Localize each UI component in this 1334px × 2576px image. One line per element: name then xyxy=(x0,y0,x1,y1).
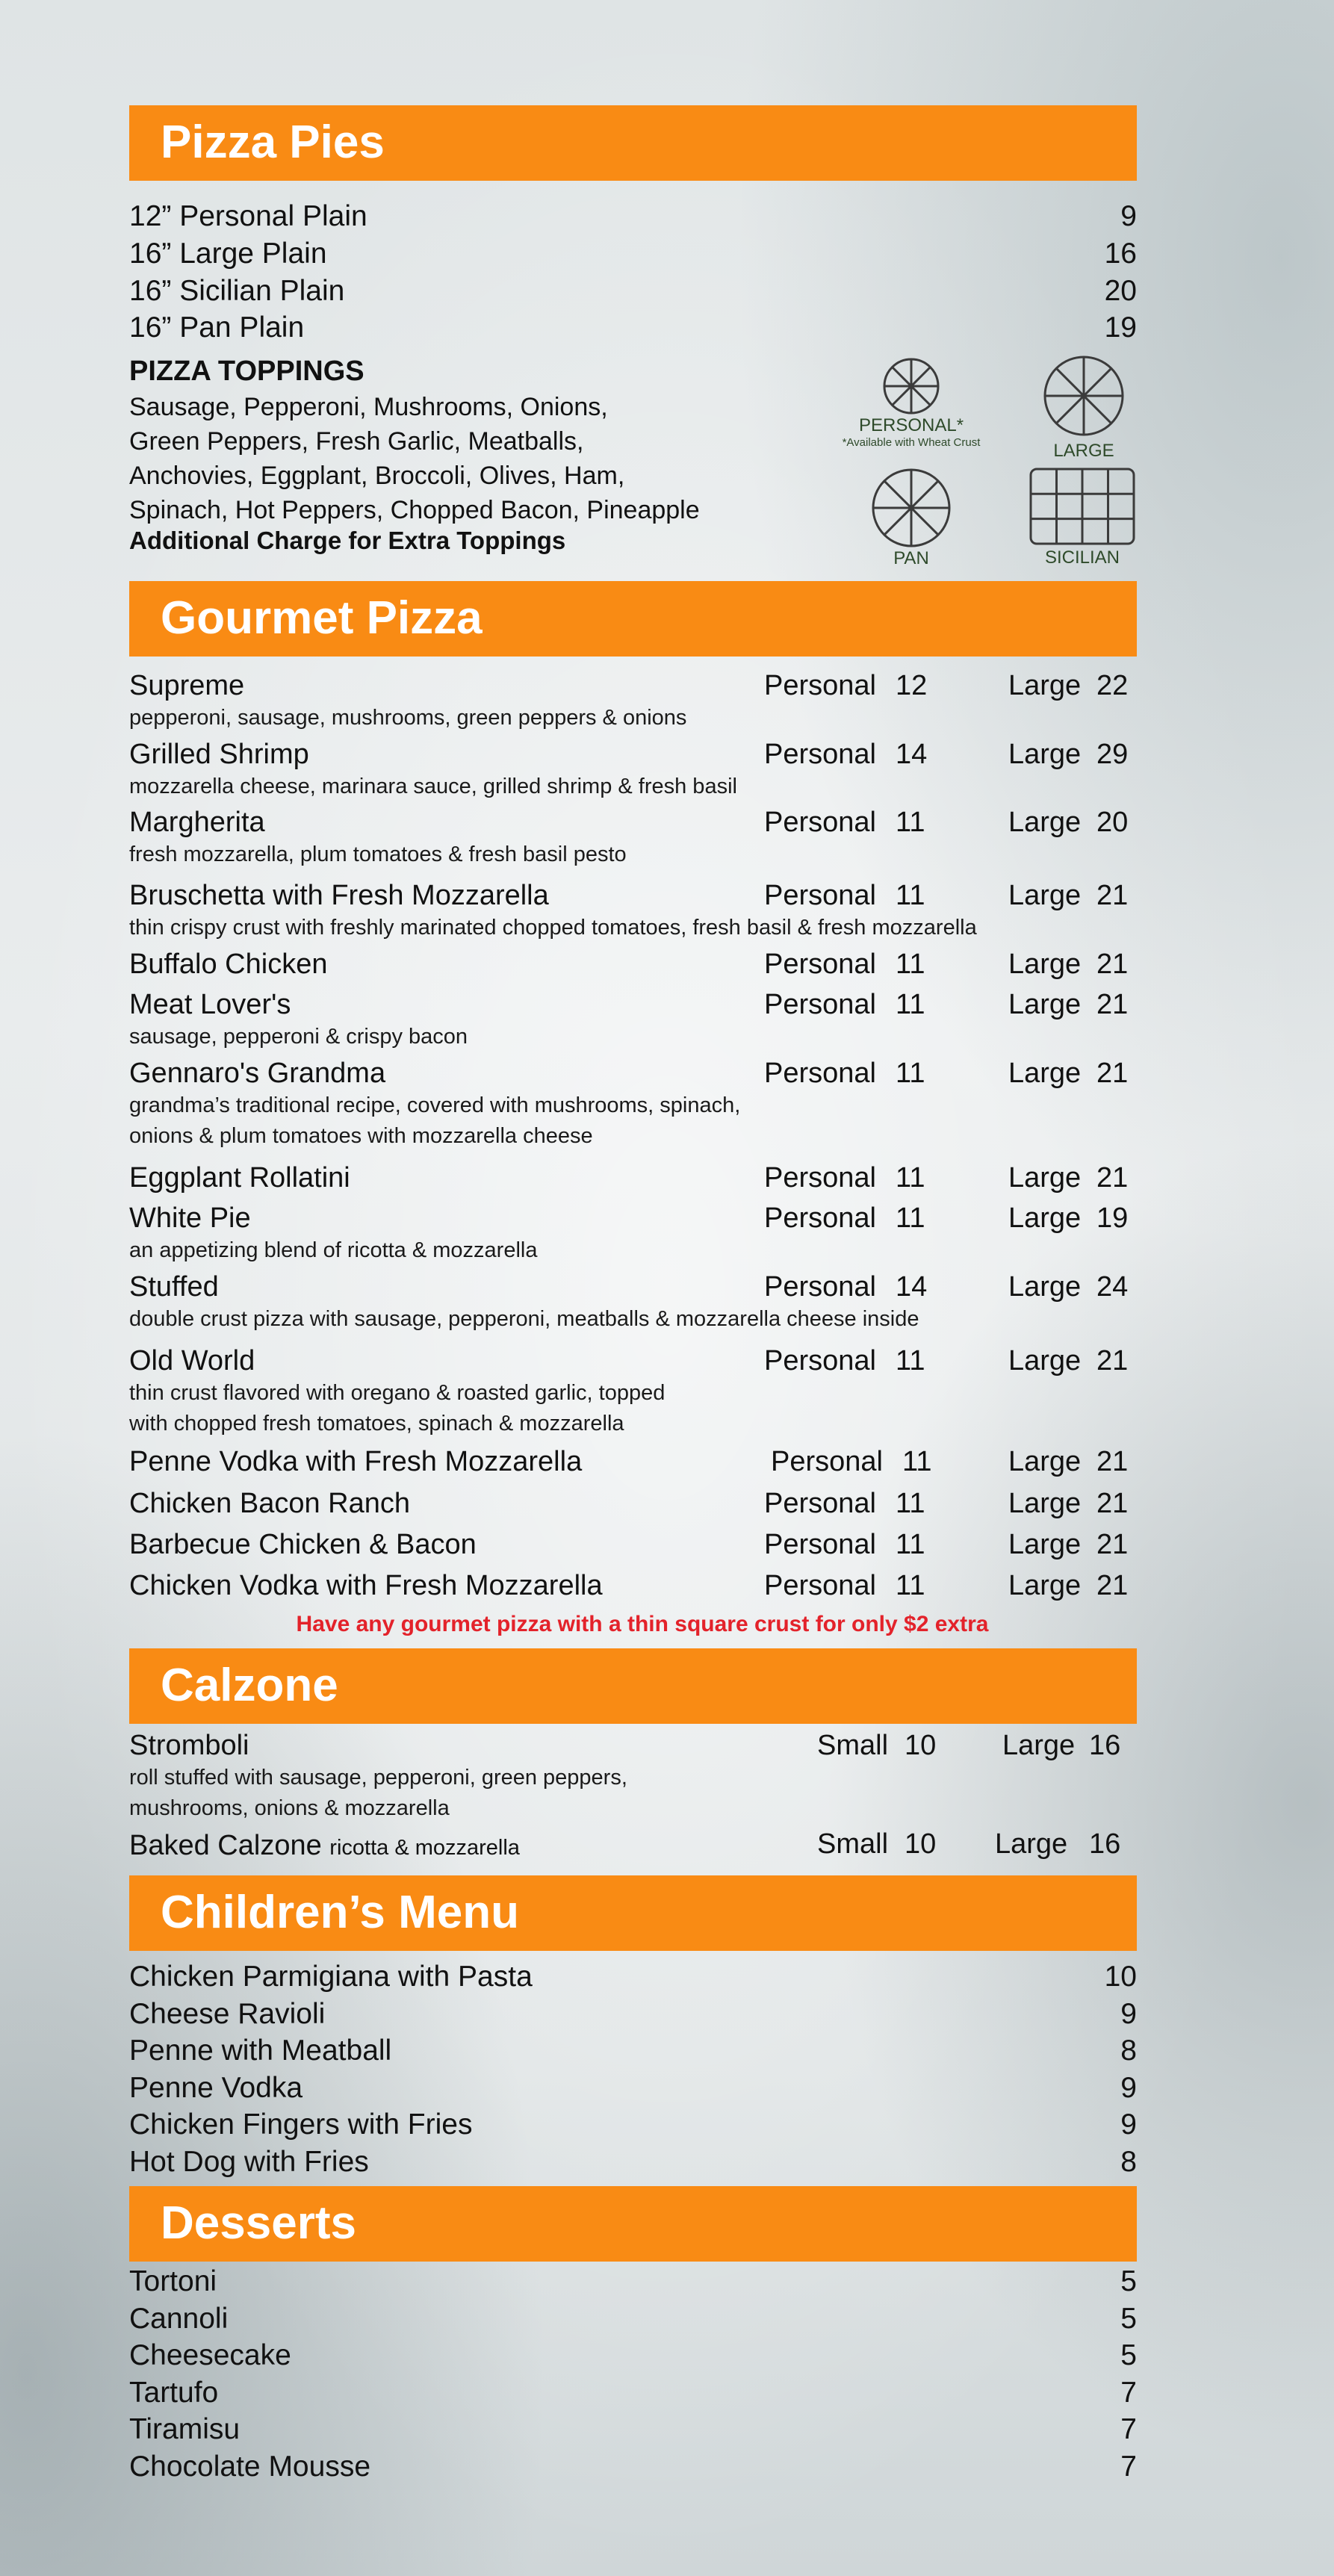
menu-item-name: Penne Vodka with Fresh Mozzarella xyxy=(129,1446,583,1477)
personal-label: Personal xyxy=(764,670,876,701)
item-description: thin crust flavored with oregano & roasted garlic, topped xyxy=(129,1381,666,1405)
sicilian-icon-label: SICILIAN xyxy=(1044,547,1120,568)
menu-item-name: Margherita xyxy=(129,807,265,838)
item-description: an appetizing blend of ricotta & mozzarella xyxy=(129,1238,538,1262)
item-name: Chocolate Mousse xyxy=(129,2450,371,2483)
item-price: 9 xyxy=(1120,200,1137,232)
toppings-line: Sausage, Pepperoni, Mushrooms, Onions, xyxy=(129,393,608,421)
item-name: Cheese Ravioli xyxy=(129,1997,326,2030)
personal-price: 11 xyxy=(896,1345,925,1377)
toppings-line: Anchovies, Eggplant, Broccoli, Olives, Ham, xyxy=(129,462,625,490)
item-price: 9 xyxy=(1120,2071,1137,2104)
personal-price: 14 xyxy=(896,1271,928,1303)
item-description: double crust pizza with sausage, pepperoni, meatballs & mozzarella cheese inside xyxy=(129,1307,919,1331)
personal-label: Personal xyxy=(764,989,876,1020)
item-price: 20 xyxy=(1104,275,1137,307)
desserts-header xyxy=(129,2186,1137,2262)
menu-item-name: Bruschetta with Fresh Mozzarella xyxy=(129,880,549,911)
personal-price: 12 xyxy=(896,670,928,701)
personal-label: Personal xyxy=(764,1058,876,1089)
large-price: 24 xyxy=(1096,1271,1129,1303)
item-price: 7 xyxy=(1120,2376,1137,2409)
item-price: 9 xyxy=(1120,1997,1137,2030)
personal-label: Personal xyxy=(764,1345,876,1377)
menu-item-name: Old World xyxy=(129,1345,255,1377)
large-price: 29 xyxy=(1096,739,1129,770)
menu-item-name: Gennaro's Grandma xyxy=(129,1058,386,1089)
large-price: 21 xyxy=(1096,1570,1129,1601)
item-description: grandma’s traditional recipe, covered with mushrooms, spinach, xyxy=(129,1093,741,1117)
item-name: 16” Large Plain xyxy=(129,238,327,270)
large-price: 20 xyxy=(1096,807,1129,838)
personal-label: Personal xyxy=(764,880,876,911)
large-label: Large xyxy=(1008,1345,1082,1377)
item-name: Hot Dog with Fries xyxy=(129,2145,369,2178)
item-inline-description: ricotta & mozzarella xyxy=(329,1836,520,1860)
item-price: 9 xyxy=(1120,2108,1137,2141)
item-price: 10 xyxy=(1104,1961,1137,1993)
additional-charge-note: Additional Charge for Extra Toppings xyxy=(129,527,566,554)
item-name: Chicken Fingers with Fries xyxy=(129,2108,473,2141)
toppings-line: Green Peppers, Fresh Garlic, Meatballs, xyxy=(129,427,584,456)
large-price: 21 xyxy=(1096,1529,1129,1560)
pan-pizza-icon xyxy=(870,467,952,549)
item-description: onions & plum tomatoes with mozzarella cheese xyxy=(129,1124,593,1148)
personal-label: Personal xyxy=(764,1202,876,1234)
personal-label: Personal xyxy=(771,1446,883,1477)
item-description: mozzarella cheese, marinara sauce, grilled shrimp & fresh basil xyxy=(129,775,737,798)
item-name: Cheesecake xyxy=(129,2339,291,2371)
small-price: 10 xyxy=(905,1828,937,1860)
large-label: Large xyxy=(1008,880,1082,911)
large-label: Large xyxy=(1008,1529,1082,1560)
pizza-pies-title: Pizza Pies xyxy=(161,116,385,168)
item-description: pepperoni, sausage, mushrooms, green peppers & onions xyxy=(129,706,687,730)
personal-label: Personal xyxy=(764,1570,876,1601)
personal-price: 11 xyxy=(896,1570,925,1601)
personal-pizza-icon xyxy=(881,356,941,416)
large-label: Large xyxy=(995,1828,1068,1860)
large-label: Large xyxy=(1008,1570,1082,1601)
large-label: Large xyxy=(1008,1162,1082,1194)
item-name: Tiramisu xyxy=(129,2413,241,2445)
item-price: 19 xyxy=(1104,311,1137,344)
item-description: with chopped fresh tomatoes, spinach & mozzarella xyxy=(129,1412,624,1436)
large-label: Large xyxy=(1008,1271,1082,1303)
large-price: 21 xyxy=(1096,1446,1129,1477)
large-pizza-icon xyxy=(1042,354,1126,438)
item-price: 7 xyxy=(1120,2450,1137,2483)
large-icon-label: LARGE xyxy=(1053,441,1114,461)
menu-item-name: Stuffed xyxy=(129,1271,219,1303)
large-price: 21 xyxy=(1096,989,1129,1020)
menu-item xyxy=(129,1831,520,1860)
large-label: Large xyxy=(1008,739,1082,770)
menu-item-name: Eggplant Rollatini xyxy=(129,1162,350,1194)
large-label: Large xyxy=(1008,1058,1082,1089)
item-price: 8 xyxy=(1120,2035,1137,2067)
large-price: 16 xyxy=(1089,1828,1121,1860)
desserts-title: Desserts xyxy=(161,2197,356,2249)
large-price: 21 xyxy=(1096,949,1129,980)
thin-crust-note: Have any gourmet pizza with a thin square crust for only $2 extra xyxy=(296,1612,989,1636)
menu-item-name: Meat Lover's xyxy=(129,989,291,1020)
large-price: 21 xyxy=(1096,880,1129,911)
item-name: 16” Pan Plain xyxy=(129,311,305,344)
menu-item-name: Grilled Shrimp xyxy=(129,739,309,770)
item-description: roll stuffed with sausage, pepperoni, green peppers, xyxy=(129,1766,627,1790)
personal-label: Personal xyxy=(764,807,876,838)
personal-icon-label: PERSONAL* xyxy=(859,415,964,435)
gourmet-pizza-header xyxy=(129,581,1137,657)
menu-item-name: Barbecue Chicken & Bacon xyxy=(129,1529,477,1560)
item-price: 5 xyxy=(1120,2339,1137,2371)
large-price: 19 xyxy=(1096,1202,1129,1234)
large-label: Large xyxy=(1008,807,1082,838)
menu-item-name: Chicken Bacon Ranch xyxy=(129,1488,410,1519)
item-name: Penne with Meatball xyxy=(129,2035,392,2067)
personal-price: 11 xyxy=(896,1529,925,1560)
personal-price: 11 xyxy=(902,1446,932,1477)
personal-price: 11 xyxy=(896,1058,925,1089)
personal-label: Personal xyxy=(764,1162,876,1194)
item-price: 8 xyxy=(1120,2145,1137,2178)
gourmet-pizza-title: Gourmet Pizza xyxy=(161,592,483,644)
large-label: Large xyxy=(1002,1730,1076,1761)
item-price: 5 xyxy=(1120,2265,1137,2297)
item-name: 12” Personal Plain xyxy=(129,200,367,232)
large-price: 16 xyxy=(1089,1730,1121,1761)
item-price: 5 xyxy=(1120,2302,1137,2335)
toppings-list xyxy=(129,390,700,527)
calzone-header xyxy=(129,1648,1137,1724)
sicilian-pizza-icon xyxy=(1029,468,1135,545)
menu-item-name: Chicken Vodka with Fresh Mozzarella xyxy=(129,1570,603,1601)
large-label: Large xyxy=(1008,949,1082,980)
small-label: Small xyxy=(817,1730,889,1761)
menu-item-name: Supreme xyxy=(129,670,245,701)
large-price: 22 xyxy=(1096,670,1129,701)
personal-price: 14 xyxy=(896,739,928,770)
pan-icon-label: PAN xyxy=(893,548,929,568)
menu-item-name: White Pie xyxy=(129,1202,251,1234)
personal-label: Personal xyxy=(764,1271,876,1303)
personal-price: 11 xyxy=(896,880,925,911)
large-label: Large xyxy=(1008,1488,1082,1519)
large-price: 21 xyxy=(1096,1058,1129,1089)
personal-label: Personal xyxy=(764,1529,876,1560)
childrens-menu-header xyxy=(129,1875,1137,1951)
toppings-heading: PIZZA TOPPINGS xyxy=(129,356,364,387)
calzone-title: Calzone xyxy=(161,1659,338,1711)
personal-price: 11 xyxy=(896,1202,925,1234)
item-name: Tortoni xyxy=(129,2265,217,2297)
personal-price: 11 xyxy=(896,1162,925,1194)
item-name: Tartufo xyxy=(129,2376,219,2409)
item-name: Cannoli xyxy=(129,2302,229,2335)
personal-price: 11 xyxy=(896,989,925,1020)
personal-price: 11 xyxy=(896,949,925,980)
menu-item-name: Baked Calzone xyxy=(129,1830,322,1861)
childrens-menu-title: Children’s Menu xyxy=(161,1886,519,1938)
menu-item-name: Stromboli xyxy=(129,1730,249,1761)
personal-label: Personal xyxy=(764,1488,876,1519)
personal-icon-note: *Available with Wheat Crust xyxy=(842,436,981,449)
personal-price: 11 xyxy=(896,1488,925,1519)
item-description: mushrooms, onions & mozzarella xyxy=(129,1796,450,1820)
pizza-pies-header xyxy=(129,105,1137,181)
personal-label: Personal xyxy=(764,739,876,770)
large-price: 21 xyxy=(1096,1162,1129,1194)
large-label: Large xyxy=(1008,1202,1082,1234)
item-price: 7 xyxy=(1120,2413,1137,2445)
large-label: Large xyxy=(1008,989,1082,1020)
item-name: 16” Sicilian Plain xyxy=(129,275,345,307)
item-price: 16 xyxy=(1104,238,1137,270)
item-description: sausage, pepperoni & crispy bacon xyxy=(129,1025,468,1049)
menu-item-name: Buffalo Chicken xyxy=(129,949,328,980)
item-description: fresh mozzarella, plum tomatoes & fresh basil pesto xyxy=(129,842,627,866)
personal-label: Personal xyxy=(764,949,876,980)
small-price: 10 xyxy=(905,1730,937,1761)
item-name: Chicken Parmigiana with Pasta xyxy=(129,1961,533,1993)
item-name: Penne Vodka xyxy=(129,2071,303,2104)
large-price: 21 xyxy=(1096,1488,1129,1519)
large-price: 21 xyxy=(1096,1345,1129,1377)
large-label: Large xyxy=(1008,1446,1082,1477)
toppings-line: Spinach, Hot Peppers, Chopped Bacon, Pineapple xyxy=(129,496,700,524)
personal-price: 11 xyxy=(896,807,925,838)
large-label: Large xyxy=(1008,670,1082,701)
item-description: thin crispy crust with freshly marinated chopped tomatoes, fresh basil & fresh mozzarella xyxy=(129,916,977,940)
small-label: Small xyxy=(817,1828,889,1860)
